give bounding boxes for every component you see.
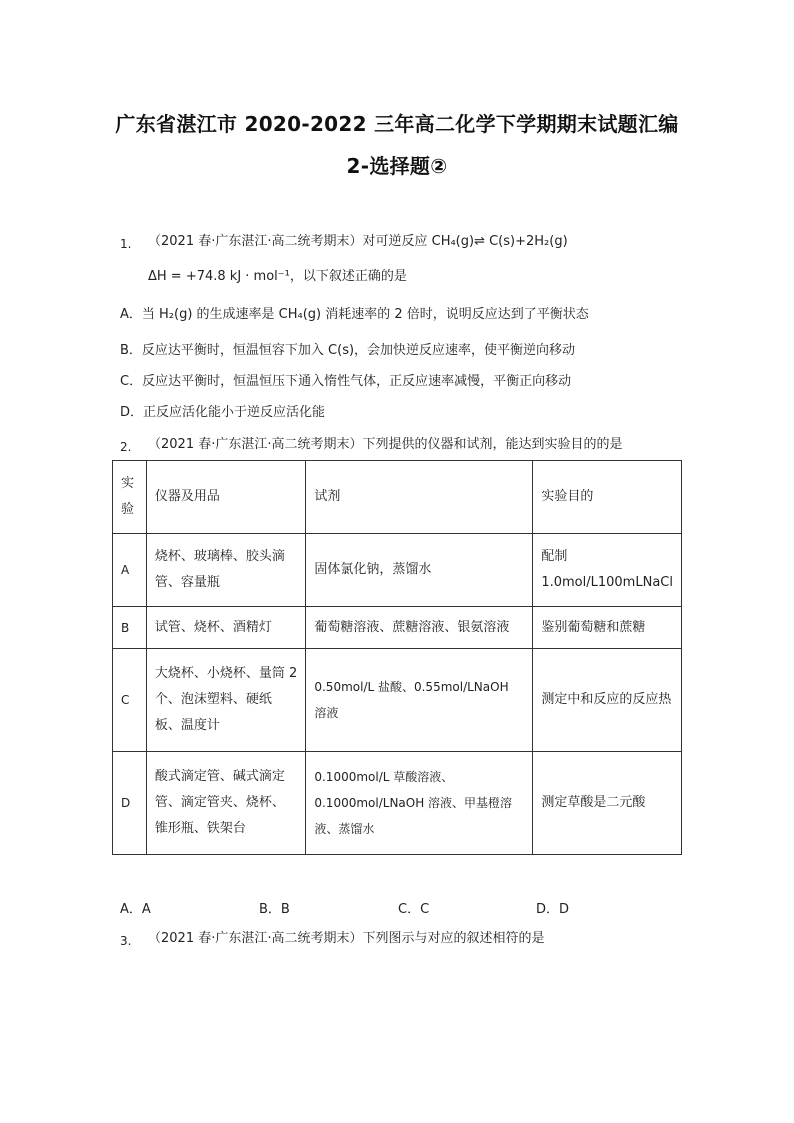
experiment-table xyxy=(112,460,682,855)
document-title-line2: 2-选择题② xyxy=(346,154,448,178)
table-cell: 0.1000mol/L 草酸溶液、0.1000mol/LNaOH 溶液、甲基橙溶液、蒸馏水 xyxy=(306,752,533,855)
question-2-option-d: D．D xyxy=(536,902,570,917)
question-3-number: 3. xyxy=(120,934,132,948)
table-cell: A xyxy=(113,534,147,607)
table-cell: D xyxy=(113,752,147,855)
table-header-cell: 试剂 xyxy=(306,461,533,534)
table-cell: 测定中和反应的反应热 xyxy=(533,649,682,752)
table-cell: C xyxy=(113,649,147,752)
table-header-row xyxy=(113,461,682,534)
table-row xyxy=(113,607,682,649)
question-1-stem-continued: ΔH = +74.8 kJ · mol⁻¹，以下叙述正确的是 xyxy=(148,269,407,284)
table-cell: 0.50mol/L 盐酸、0.55mol/LNaOH 溶液 xyxy=(306,649,533,752)
question-1-option-b: B．反应达平衡时，恒温恒容下加入 C(s)，会加快逆反应速率，使平衡逆向移动 xyxy=(120,343,576,358)
table-cell: 试管、烧杯、酒精灯 xyxy=(146,607,305,649)
table-header-cell: 实验 xyxy=(113,461,147,534)
question-2-stem: （2021 春·广东湛江·高二统考期末）下列提供的仪器和试剂，能达到实验目的的是 xyxy=(148,437,623,452)
table-row xyxy=(113,752,682,855)
table-cell: 鉴别葡萄糖和蔗糖 xyxy=(533,607,682,649)
table-row xyxy=(113,534,682,607)
question-1-option-d: D．正反应活化能小于逆反应活化能 xyxy=(120,405,326,420)
table-cell: 大烧杯、小烧杯、量筒 2 个、泡沫塑料、硬纸板、温度计 xyxy=(146,649,305,752)
table-cell: 烧杯、玻璃棒、胶头滴管、容量瓶 xyxy=(146,534,305,607)
question-2-option-c: C．C xyxy=(398,902,430,917)
table-cell: 测定草酸是二元酸 xyxy=(533,752,682,855)
question-1-option-c: C．反应达平衡时，恒温恒压下通入惰性气体，正反应速率减慢，平衡正向移动 xyxy=(120,374,572,389)
document-title-line1: 广东省湛江市 2020-2022 三年高二化学下学期期末试题汇编 xyxy=(115,112,679,136)
table-cell: 酸式滴定管、碱式滴定管、滴定管夹、烧杯、锥形瓶、铁架台 xyxy=(146,752,305,855)
question-3-stem: （2021 春·广东湛江·高二统考期末）下列图示与对应的叙述相符的是 xyxy=(148,931,545,946)
table-header-cell: 实验目的 xyxy=(533,461,682,534)
table-header-cell: 仪器及用品 xyxy=(146,461,305,534)
table-cell: 配制 1.0mol/L100mLNaCl xyxy=(533,534,682,607)
question-1-option-a: A．当 H₂(g) 的生成速率是 CH₄(g) 消耗速率的 2 倍时，说明反应达到了平衡状态 xyxy=(120,307,589,322)
question-2-option-a: A．A xyxy=(120,902,151,917)
table-cell: B xyxy=(113,607,147,649)
table-cell: 固体氯化钠，蒸馏水 xyxy=(306,534,533,607)
table-row xyxy=(113,649,682,752)
question-2-option-b: B．B xyxy=(259,902,290,917)
question-1-number: 1. xyxy=(120,237,132,251)
question-1-stem: （2021 春·广东湛江·高二统考期末）对可逆反应 CH₄(g)⇌ C(s)+2H₂(g) xyxy=(148,234,568,249)
question-2-number: 2. xyxy=(120,440,132,454)
table-cell: 葡萄糖溶液、蔗糖溶液、银氨溶液 xyxy=(306,607,533,649)
